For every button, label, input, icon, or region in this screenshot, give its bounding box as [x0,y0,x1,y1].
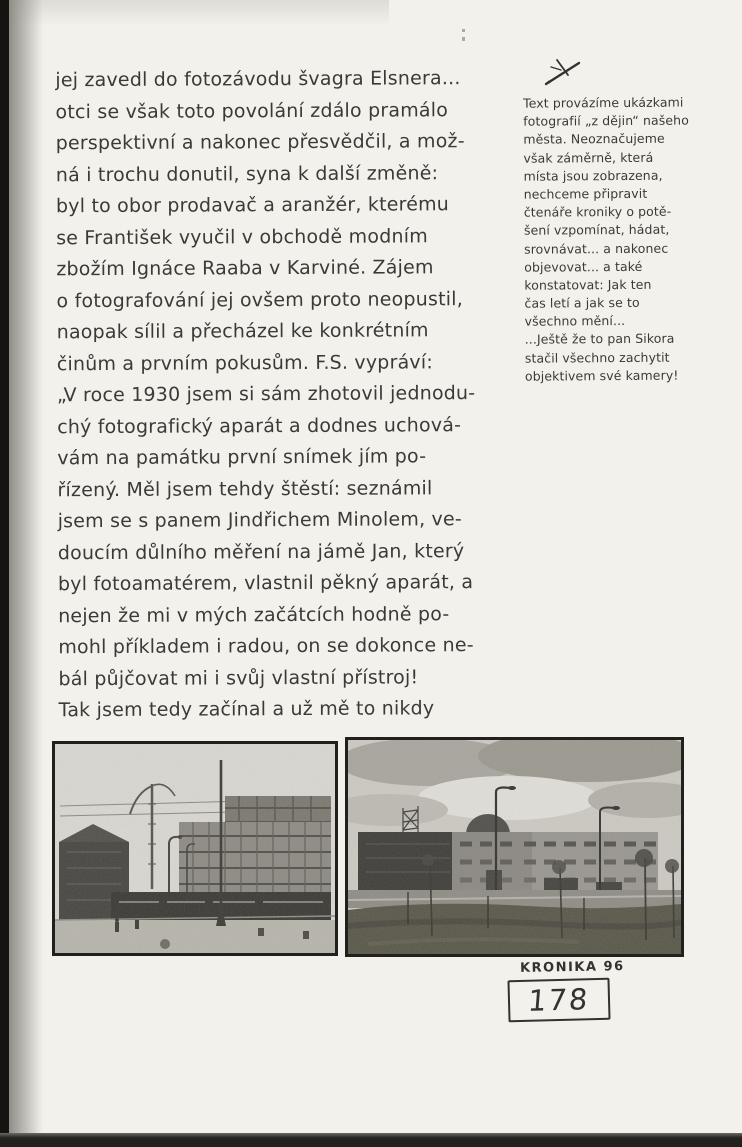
text-line: činům a prvním pokusům. F.S. vypráví: [56,350,433,375]
text-line: ná i trochu donutil, syna k další změně: [55,161,439,186]
margin-note-block [523,93,721,385]
text-line: čtenáře kroniky o potě- [523,203,672,220]
construction-site-image [55,744,335,953]
page-number: 178 [526,982,592,1018]
text-line: šení vzpomínat, hádat, [523,221,670,238]
text-line: místa jsou zobrazena, [523,167,663,184]
text-line: mohl příkladem i radou, on se dokonce ne- [58,634,474,659]
text-line: byl to obor prodavač a aranžér, kterému [55,193,450,218]
text-line: naopak sílil a přecházel ke konkrétním [56,319,429,344]
binding-shadow [9,0,43,1147]
stray-ink-mark [462,29,465,41]
chronicle-stamp [508,960,638,1021]
text-line: jej zavedl do fotozávodu švagra Elsnera... [55,67,461,92]
text-line: nejen že mi v mých začátcích hodně po- [58,602,450,627]
text-line: perspektivní a nakonec přesvědčil, a mož- [55,130,465,155]
text-line: otci se však toto povolání zdálo pramálo [55,98,449,123]
text-line: řízený. Měl jsem tehdy štěstí: seznámil [57,476,433,501]
text-line: jsem se s panem Jindřichem Minolem, ve- [57,508,462,533]
page-number-box [507,978,610,1023]
text-line: „V roce 1930 jsem si sám zhotovil jednodu- [56,382,476,407]
scan-top-shade [9,0,389,26]
text-line: stačil všechno zachytit [524,349,670,366]
text-line: zbožím Ignáce Raaba v Karviné. Zájem [56,256,434,281]
text-line: se František vyučil v obchodě modním [56,224,428,249]
text-line: města. Neoznačujeme [523,131,665,148]
text-line: Text provázíme ukázkami [522,94,684,111]
text-line: chý fotografický aparát a dodnes uchová- [57,413,462,438]
scan-left-edge [0,0,9,1147]
text-line: čas letí a jak se to [524,294,640,311]
text-line: objevovat... a také [524,258,643,275]
street-dome-building-image [348,740,681,954]
street-dome-building-photo [345,737,684,957]
footnote-star-icon [542,55,584,89]
text-line: o fotografování jej ovšem proto neopustil, [56,287,463,312]
text-line: nechceme připravit [523,185,648,202]
text-line: ...Ještě že to pan Sikora [524,331,675,348]
text-line: byl fotoamatérem, vlastnil pěkný aparát, a [57,571,474,596]
scan-bottom-edge [0,1133,742,1147]
text-line: konstatovat: Jak ten [524,276,652,293]
text-line: všechno mění... [524,313,626,329]
text-line: vám na památku první snímek jím po- [57,445,427,470]
construction-site-photo [52,741,338,956]
text-line: Tak jsem tedy začínal a už mě to nikdy [58,697,435,722]
text-line: objektivem své kamery! [524,367,679,384]
stamp-label: KRONIKA 96 [519,959,625,976]
main-text-block [55,63,536,727]
text-line: srovnávat... a nakonec [524,240,669,257]
text-line: však záměrně, která [523,149,654,166]
text-line: doucím důlního měření na jámě Jan, který [57,539,465,564]
text-line: bál půjčovat mi i svůj vlastní přístroj! [58,665,419,690]
text-line: fotografií „z dějin“ našeho [523,112,689,129]
